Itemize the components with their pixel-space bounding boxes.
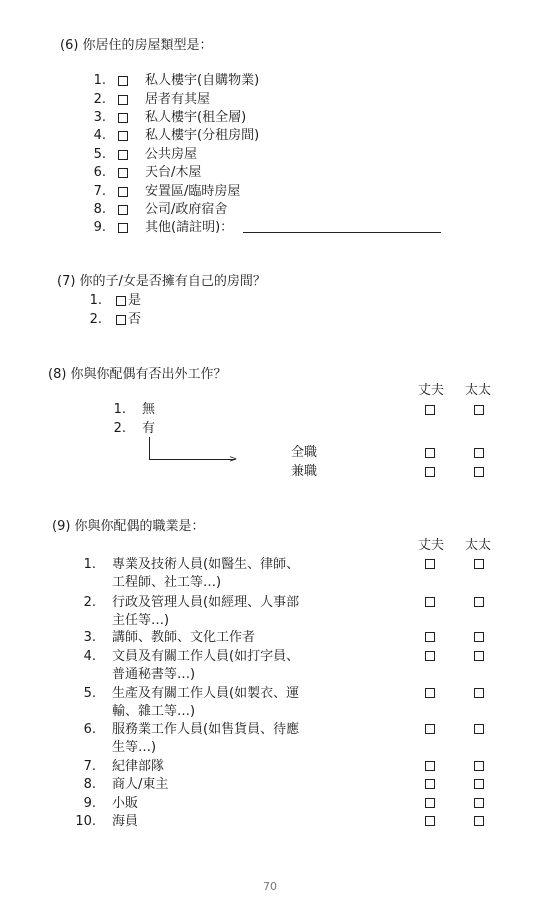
wife-checkbox[interactable] (474, 798, 484, 808)
husband-checkbox[interactable] (425, 779, 435, 789)
wife-checkbox[interactable] (474, 559, 484, 569)
husband-checkbox[interactable] (425, 632, 435, 642)
option-number: 1. (83, 557, 96, 572)
option-number: 1. (89, 293, 102, 308)
option-checkbox[interactable] (118, 223, 128, 233)
q8-arrow-stem (149, 437, 150, 459)
husband-checkbox[interactable] (425, 467, 435, 477)
option-label: 服務業工作人員(如售貨員、待應 (112, 722, 300, 737)
option-number: 8. (83, 777, 96, 792)
option-label: 小販 (112, 796, 139, 811)
option-label: 安置區/臨時房屋 (145, 184, 241, 199)
option-number: 4. (83, 649, 96, 664)
option-label: 是 (128, 293, 142, 308)
husband-checkbox[interactable] (425, 798, 435, 808)
q6-title: (6) 你居住的房屋類型是： (60, 38, 213, 53)
wife-checkbox[interactable] (474, 779, 484, 789)
q7-title: (7) 你的子/女是否擁有自己的房間？ (57, 274, 266, 289)
option-checkbox[interactable] (118, 168, 128, 178)
sub-option-label: 兼職 (291, 464, 318, 479)
option-checkbox[interactable] (118, 187, 128, 197)
wife-checkbox[interactable] (474, 448, 484, 458)
wife-checkbox[interactable] (474, 632, 484, 642)
option-label: 私人樓宇(分租房間) (145, 128, 260, 143)
q9-col-husband: 丈夫 (418, 538, 445, 553)
q9-title: (9) 你與你配偶的職業是： (52, 519, 205, 534)
option-checkbox[interactable] (116, 315, 126, 325)
wife-checkbox[interactable] (474, 597, 484, 607)
option-label: 有 (142, 421, 156, 436)
option-label: 生產及有關工作人員(如製衣、運 (112, 686, 300, 701)
husband-checkbox[interactable] (425, 651, 435, 661)
option-label: 公共房屋 (145, 147, 198, 162)
option-checkbox[interactable] (118, 95, 128, 105)
option-number: 1. (113, 402, 126, 417)
option-number: 9. (93, 220, 106, 235)
page-number: 70 (263, 880, 277, 893)
option-number: 8. (93, 202, 106, 217)
q8-arrow-line (149, 459, 235, 460)
option-checkbox[interactable] (118, 113, 128, 123)
option-number: 5. (83, 686, 96, 701)
option-number: 7. (93, 184, 106, 199)
q9-col-wife: 太太 (465, 538, 492, 553)
option-number: 10. (75, 814, 96, 829)
wife-checkbox[interactable] (474, 688, 484, 698)
option-checkbox[interactable] (118, 131, 128, 141)
option-number: 4. (93, 128, 106, 143)
option-number: 3. (83, 630, 96, 645)
option-label-continued: 輸、雜工等…) (112, 704, 196, 719)
husband-checkbox[interactable] (425, 688, 435, 698)
option-number: 5. (93, 147, 106, 162)
option-number: 6. (83, 722, 96, 737)
husband-checkbox[interactable] (425, 597, 435, 607)
option-checkbox[interactable] (116, 296, 126, 306)
wife-checkbox[interactable] (474, 761, 484, 771)
wife-checkbox[interactable] (474, 816, 484, 826)
option-label: 行政及管理人員(如經理、人事部 (112, 595, 300, 610)
option-checkbox[interactable] (118, 150, 128, 160)
option-number: 2. (89, 312, 102, 327)
husband-checkbox[interactable] (425, 761, 435, 771)
option-label-continued: 普通秘書等…) (112, 667, 196, 682)
option-checkbox[interactable] (118, 76, 128, 86)
option-label: 商人/東主 (112, 777, 169, 792)
option-label: 否 (128, 312, 142, 327)
option-label-continued: 主任等…) (112, 613, 170, 628)
wife-checkbox[interactable] (474, 405, 484, 415)
husband-checkbox[interactable] (425, 405, 435, 415)
wife-checkbox[interactable] (474, 724, 484, 734)
option-number: 7. (83, 759, 96, 774)
sub-option-label: 全職 (291, 445, 318, 460)
option-number: 2. (93, 92, 106, 107)
option-number: 1. (93, 73, 106, 88)
option-label: 專業及技術人員(如醫生、律師、 (112, 557, 300, 572)
option-label: 居者有其屋 (145, 92, 211, 107)
option-label: 海員 (112, 814, 139, 829)
q8-col-wife: 太太 (465, 383, 492, 398)
q8-title: (8) 你與你配偶有否出外工作？ (48, 367, 227, 382)
option-label-continued: 工程師、社工等…) (112, 575, 222, 590)
option-number: 2. (113, 421, 126, 436)
q8-col-husband: 丈夫 (418, 383, 445, 398)
wife-checkbox[interactable] (474, 467, 484, 477)
option-label: 其他(請註明)： (145, 220, 234, 235)
option-label: 講師、教師、文化工作者 (112, 630, 256, 645)
option-checkbox[interactable] (118, 205, 128, 215)
q8-arrow-head: > (229, 454, 238, 465)
option-number: 6. (93, 165, 106, 180)
option-label-continued: 生等…) (112, 740, 157, 755)
option-number: 3. (93, 110, 106, 125)
option-label: 私人樓宇(自購物業) (145, 73, 260, 88)
husband-checkbox[interactable] (425, 816, 435, 826)
husband-checkbox[interactable] (425, 724, 435, 734)
option-label: 文員及有關工作人員(如打字員、 (112, 649, 300, 664)
wife-checkbox[interactable] (474, 651, 484, 661)
option-number: 2. (83, 595, 96, 610)
option-label: 公司/政府宿舍 (145, 202, 228, 217)
q6-other-fill-line[interactable] (243, 232, 441, 233)
option-label: 私人樓宇(租全層) (145, 110, 247, 125)
husband-checkbox[interactable] (425, 448, 435, 458)
option-label: 天台/木屋 (145, 165, 202, 180)
option-number: 9. (83, 796, 96, 811)
option-label: 無 (142, 402, 156, 417)
husband-checkbox[interactable] (425, 559, 435, 569)
option-label: 紀律部隊 (112, 759, 165, 774)
